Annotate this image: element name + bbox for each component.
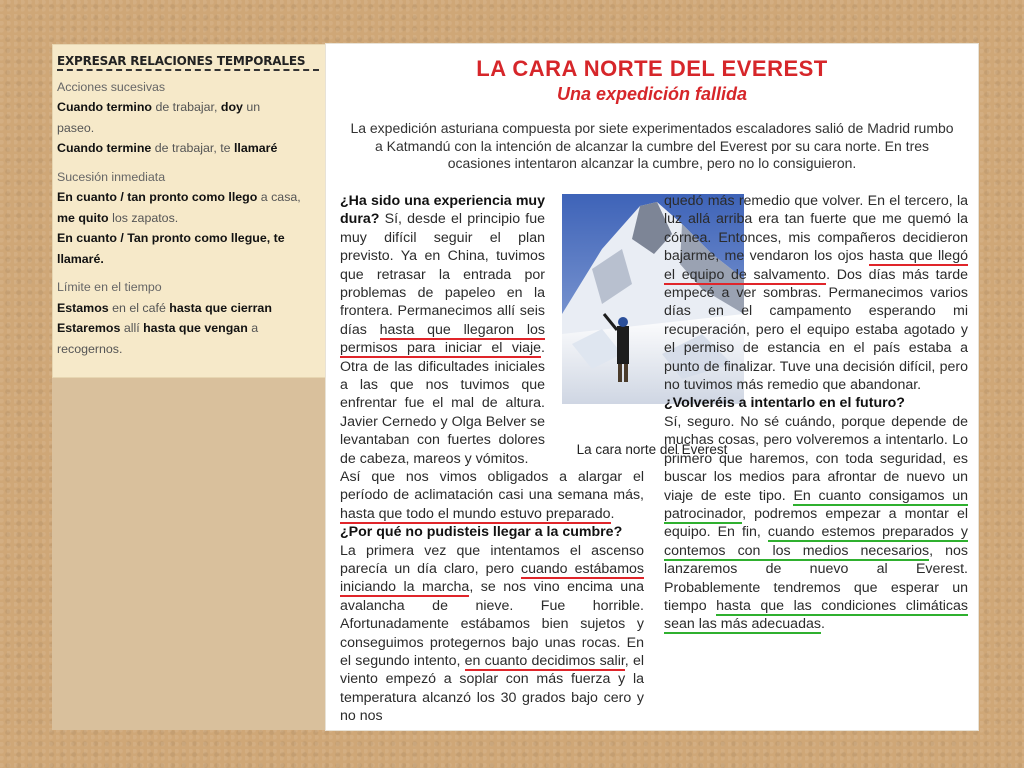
underlined-temporal-phrase-green: hasta que las condiciones climáticas sean las más adecuadas	[664, 597, 968, 633]
underlined-temporal-phrase-red: hasta que todo el mundo estuvo preparado	[340, 505, 611, 522]
note-text: a casa,	[257, 190, 301, 204]
article-text: , podremos empezar a montar el equipo. En fin,	[664, 505, 968, 541]
note-keyword: me quito	[57, 210, 109, 225]
article-text: . Otra de las dificultades iniciales a las que nos tuvimos que enfrentar fue el mal de altura. Javier Cernedo y Olga Belver se levantaban con fuertes dolores de cabeza, mareos y vómitos.	[340, 340, 545, 467]
note-example-line	[57, 228, 323, 249]
article-text: Sí, seguro. No sé cuándo, porque depende de muchas cosas, pero volveremos a intentarlo. Lo primero que haremos, con toda seguridad, es buscar los medios para afrontar de nuevo un viaje de este tipo.	[664, 413, 968, 504]
note-keyword: llamaré	[233, 141, 278, 155]
note-example-line	[57, 298, 323, 319]
note-example-line	[57, 118, 323, 139]
article-subtitle: Una expedición fallida	[556, 84, 748, 104]
note-example-line	[57, 97, 323, 118]
note-text: a	[247, 321, 259, 335]
interview-question: ¿Ha sido una experiencia muy dura?	[340, 193, 545, 228]
photo-caption: La cara norte del Everest	[576, 442, 728, 457]
note-keyword: En cuanto / Tan pronto como llegue, te	[57, 231, 285, 245]
note-text: recogernos.	[57, 341, 123, 356]
article-intro: La expedición asturiana compuesta por siete experimentados escaladores salió de Madrid rumbo a Katmandú con la intención de alcanzar la cumbre del Everest por su cara norte. En tres ocasiones intentaron alcanzar la cumbre, pero no lo consiguieron.	[350, 120, 954, 171]
grammar-note-card	[52, 44, 328, 378]
note-title: EXPRESAR RELACIONES TEMPORALES	[57, 54, 306, 68]
note-keyword: doy	[220, 100, 243, 114]
article-text: Así que nos vimos obligados a alargar el período de aclimatación casi una semana más,	[340, 469, 644, 504]
note-example-line	[57, 339, 323, 360]
note-keyword: Estamos	[57, 300, 109, 315]
article-text: , el viento empezó a soplar con más fuerza y la temperatura alcanzó los 30 grados bajo cero y no nos	[340, 653, 644, 725]
note-keyword: Cuando termine	[57, 141, 152, 155]
note-example-line	[57, 138, 323, 159]
article-text: quedó más remedio que volver. En el tercero, la luz allá arriba era tan fuerte que me quemó la córnea. Entonces, mis compañeros decidieron bajarme, me vendaron los ojos	[664, 193, 968, 265]
article-text: .	[820, 616, 825, 633]
note-text: en el café	[108, 300, 170, 315]
note-sections	[57, 77, 323, 360]
underlined-temporal-phrase-red: en cuanto decidimos salir	[464, 653, 625, 670]
article-text: . Dos días más tarde empecé a ver sombras. Permanecimos varios días en el campamento esperando mi recuperación, pero el equipo estaba agotado y el permiso de estancia en el país estaba a punto de finalizar. Tuve una decisión difícil, pero no tuvimos más remedio que abandonar.	[664, 266, 968, 394]
underlined-temporal-phrase-red: cuando estábamos iniciando la marcha	[340, 561, 644, 596]
note-text: de trabajar,	[152, 100, 221, 114]
note-example-line	[57, 318, 323, 339]
note-section-heading: Límite en el tiempo	[57, 280, 162, 294]
note-text: un	[242, 100, 261, 114]
interview-question: ¿Volveréis a intentarlo en el futuro?	[664, 395, 905, 412]
article-text: , nos lanzaremos de nuevo al Everest. Probablemente tendremos que esperar un tiempo	[664, 542, 968, 614]
note-keyword: Estaremos	[57, 321, 121, 335]
article-text: .	[610, 505, 615, 522]
underlined-temporal-phrase-red: hasta que llegó el equipo de salvamento	[664, 248, 968, 283]
underlined-temporal-phrase-green: cuando estemos preparados y contemos con los medios necesarios	[664, 524, 969, 559]
board-background-panel	[52, 378, 328, 730]
note-example-line	[57, 187, 323, 208]
article-title: LA CARA NORTE DEL EVEREST	[476, 56, 828, 81]
article-column-left-bottom	[340, 468, 644, 726]
note-text: paseo.	[57, 120, 95, 135]
note-keyword: hasta que vengan	[143, 321, 248, 335]
article-text: Sí, desde el principio fue muy difícil seguir el plan previsto. Ya en China, tuvimos que retrasar la entrada por problemas de papeleo en la frontera. Permanecimos allí seis días	[340, 211, 545, 338]
interview-question: ¿Por qué no pudisteis llegar a la cumbre?	[340, 524, 623, 541]
note-keyword: Cuando termino	[57, 100, 152, 114]
note-example-line	[57, 208, 323, 229]
underlined-temporal-phrase-green: En cuanto consigamos un patrocinador	[664, 487, 969, 522]
article-text: La primera vez que intentamos el ascenso parecía un día claro, pero	[340, 542, 644, 578]
article-column-right	[664, 192, 968, 634]
article-page	[326, 44, 978, 730]
article-column-left-top	[340, 192, 545, 468]
note-keyword: En cuanto / tan pronto como llego	[57, 190, 258, 204]
note-text: de trabajar, te	[151, 141, 234, 155]
note-text: allí	[120, 321, 144, 335]
note-text: los zapatos.	[108, 210, 179, 225]
article-text: , se nos vino encima una avalancha de nieve. Fue horrible. Afortunadamente estábamos bien sujetos y conseguimos protegernos bajo unas rocas. En el segundo intento,	[340, 579, 644, 670]
note-example-line	[57, 249, 323, 270]
note-section-heading: Sucesión inmediata	[57, 169, 166, 184]
underlined-temporal-phrase-red: hasta que llegaron los permisos para iniciar el viaje	[340, 321, 545, 357]
note-section-heading: Acciones sucesivas	[57, 79, 166, 94]
note-keyword: llamaré.	[57, 251, 104, 266]
note-keyword: hasta que cierran	[169, 300, 272, 315]
